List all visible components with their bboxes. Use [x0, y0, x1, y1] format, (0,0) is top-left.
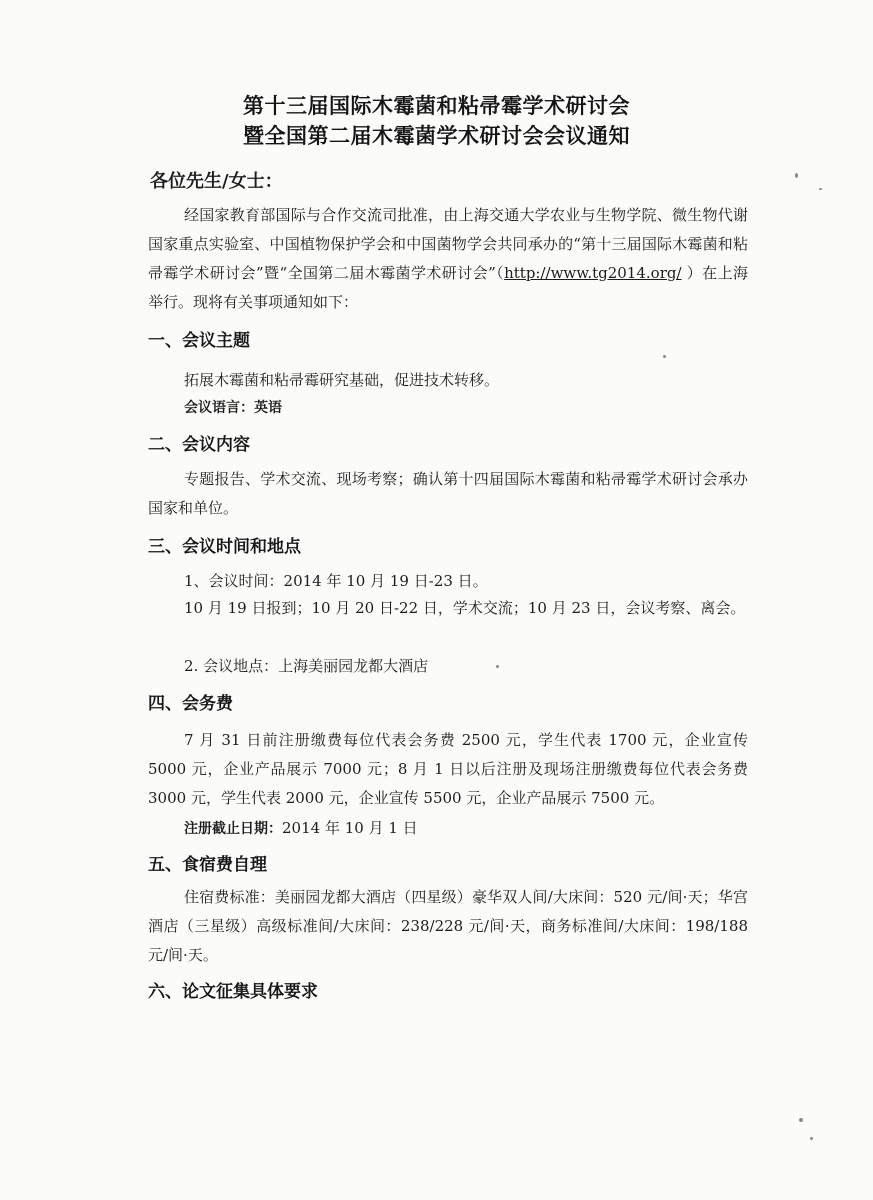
scan-speck [819, 188, 822, 190]
section-4-heading: 四、会务费 [148, 694, 233, 714]
title-line-1: 第十三届国际木霉菌和粘帚霉学术研讨会 [243, 94, 630, 118]
section-1-heading: 一、会议主题 [148, 331, 250, 351]
scan-speck [810, 1137, 813, 1140]
intro-text-after-link: ）在上海举行。现将有关事项通知如下： [148, 264, 748, 311]
salutation: 各位先生/女士： [150, 171, 283, 192]
section-5-heading: 五、食宿费自理 [148, 855, 267, 875]
deadline-value: 2014 年 10 月 1 日 [282, 819, 418, 837]
intro-text-before-link: 经国家教育部国际与合作交流司批准，由上海交通大学农业与生物学院、微生物代谢国家重点实验室、中国植物保护学会和中国菌物学会共同承办的“第十三届国际木霉菌和粘帚霉学术研讨会”暨“全国第二届木霉菌学术研讨会”（ [148, 206, 748, 282]
section-3-schedule: 10 月 19 日报到；10 月 20 日-22 日，学术交流；10 月 23 日，会议考察、离会。 [184, 599, 746, 617]
scan-speck [663, 355, 666, 358]
title-line-2: 暨全国第二届木霉菌学术研讨会会议通知 [243, 124, 630, 148]
language-label: 会议语言： [184, 400, 254, 416]
language-value: 英语 [254, 400, 282, 416]
section-5-accommodation: 住宿费标准：美丽园龙都大酒店（四星级）豪华双人间/大床间：520 元/间·天；华宫酒店（三星级）高级标准间/大床间：238/228 元/间·天，商务标准间/大床间：198/188 元/间·天。 [148, 888, 748, 964]
scan-speck [799, 1118, 803, 1122]
section-3-heading: 三、会议时间和地点 [148, 537, 301, 557]
deadline-label: 注册截止日期： [184, 821, 282, 837]
conference-website-link[interactable]: http://www.tg2014.org/ [504, 264, 682, 282]
section-4-deadline [184, 817, 418, 838]
intro-paragraph [148, 201, 748, 317]
section-6-heading: 六、论文征集具体要求 [148, 982, 318, 1002]
section-1-language [184, 397, 282, 417]
section-2-heading: 二、会议内容 [148, 435, 250, 455]
section-1-theme: 拓展木霉菌和粘帚霉研究基础，促进技术转移。 [184, 371, 500, 389]
section-3-venue: 2. 会议地点：上海美丽园龙都大酒店 [184, 657, 429, 675]
scan-speck [496, 665, 499, 668]
section-2-content: 专题报告、学术交流、现场考察；确认第十四届国际木霉菌和粘帚霉学术研讨会承办国家和单位。 [148, 470, 748, 517]
scan-speck [795, 173, 798, 178]
section-3-time: 1、会议时间：2014 年 10 月 19 日-23 日。 [184, 572, 488, 590]
section-4-fees: 7 月 31 日前注册缴费每位代表会务费 2500 元，学生代表 1700 元，企业宣传 5000 元，企业产品展示 7000 元；8 月 1 日以后注册及现场注册缴费每位代表会务费 3000 元，学生代表 2000 元，企业宣传 5500 元，企业产品展示 7500 元。 [148, 731, 748, 807]
